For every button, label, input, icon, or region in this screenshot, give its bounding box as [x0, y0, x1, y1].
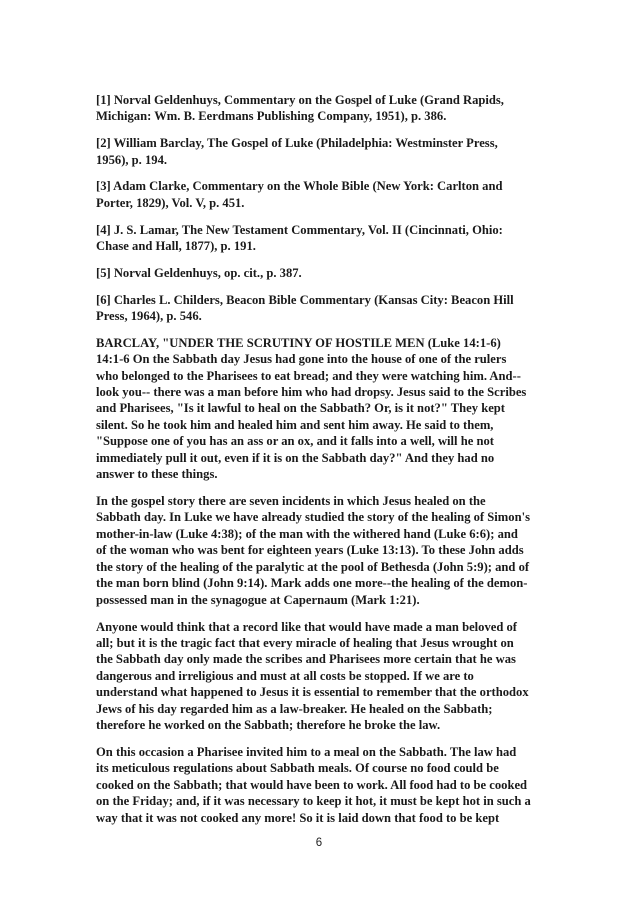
- text-line: BARCLAY, "UNDER THE SCRUTINY OF HOSTILE MEN (Luke 14:1-6): [96, 335, 501, 350]
- footnote-paragraph: [96, 178, 542, 211]
- text-line: [1] Norval Geldenhuys, Commentary on the Gospel of Luke (Grand Rapids,: [96, 93, 504, 107]
- text-line: all; but it is the tragic fact that every miracle of healing that Jesus wrought on: [96, 635, 514, 650]
- footnote-paragraph: [96, 222, 542, 255]
- text-line: [2] William Barclay, The Gospel of Luke (Philadelphia: Westminster Press,: [96, 136, 498, 151]
- text-line: Anyone would think that a record like that would have made a man beloved of: [96, 619, 517, 634]
- document-page: [96, 92, 542, 837]
- text-line: of the woman who was bent for eighteen years (Luke 13:13). To these John adds: [96, 543, 524, 558]
- text-line: Michigan: Wm. B. Eerdmans Publishing Company, 1951), p. 386.: [96, 109, 447, 124]
- text-line: the man born blind (John 9:14). Mark adds one more--the healing of the demon-: [96, 576, 528, 591]
- text-line: [3] Adam Clarke, Commentary on the Whole Bible (New York: Carlton and: [96, 179, 503, 194]
- text-line: In the gospel story there are seven incidents in which Jesus healed on the: [96, 494, 486, 509]
- text-line: [5] Norval Geldenhuys, op. cit., p. 387.: [96, 265, 302, 280]
- text-line: Chase and Hall, 1877), p. 191.: [96, 239, 256, 254]
- body-paragraph: [96, 744, 542, 826]
- text-line: look you-- there was a man before him who had dropsy. Jesus said to the Scribes: [96, 385, 527, 400]
- text-line: 1956), p. 194.: [96, 152, 168, 167]
- text-line: and Pharisees, "Is it lawful to heal on the Sabbath? Or, is it not?" They kept: [96, 401, 505, 416]
- footnote-paragraph: [96, 265, 542, 281]
- page-number: 6: [315, 837, 323, 849]
- text-line: [4] J. S. Lamar, The New Testament Commentary, Vol. II (Cincinnati, Ohio:: [96, 222, 503, 237]
- text-line: mother-in-law (Luke 4:38); of the man with the withered hand (Luke 6:6); and: [96, 526, 518, 541]
- text-line: who belonged to the Pharisees to eat bread; and they were watching him. And--: [96, 368, 521, 383]
- text-line: silent. So he took him and healed him and sent him away. He said to them,: [96, 417, 494, 432]
- text-line: [6] Charles L. Childers, Beacon Bible Commentary (Kansas City: Beacon Hill: [96, 292, 514, 307]
- text-line: answer to these things.: [96, 467, 218, 482]
- text-line: Jews of his day regarded him as a law-breaker. He healed on the Sabbath;: [96, 701, 493, 716]
- footnote-paragraph: [96, 135, 542, 168]
- text-line: On this occasion a Pharisee invited him to a meal on the Sabbath. The law had: [96, 744, 517, 759]
- text-line: Sabbath day. In Luke we have already studied the story of the healing of Simon's: [96, 510, 530, 525]
- text-line: dangerous and irreligious and must at all costs be stopped. If we are to: [96, 668, 474, 683]
- body-paragraph: [96, 335, 542, 483]
- text-line: Press, 1964), p. 546.: [96, 309, 202, 324]
- body-paragraph: [96, 493, 542, 608]
- text-line: on the Friday; and, if it was necessary to keep it hot, it must be kept hot in such a: [96, 794, 531, 809]
- text-line: possessed man in the synagogue at Capernaum (Mark 1:21).: [96, 592, 420, 607]
- text-line: "Suppose one of you has an ass or an ox, and it falls into a well, will he not: [96, 434, 494, 449]
- footnote-paragraph: [96, 292, 542, 325]
- text-line: the story of the healing of the paralytic at the pool of Bethesda (John 5:9); and of: [96, 559, 530, 574]
- text-line: therefore he worked on the Sabbath; therefore he broke the law.: [96, 717, 441, 732]
- text-line: its meticulous regulations about Sabbath meals. Of course no food could be: [96, 761, 499, 776]
- body-paragraph: [96, 619, 542, 734]
- text-line: the Sabbath day only made the scribes and Pharisees more certain that he was: [96, 652, 516, 667]
- text-line: understand what happened to Jesus it is essential to remember that the orthodox: [96, 685, 529, 700]
- text-line: cooked on the Sabbath; that would have been to work. All food had to be cooked: [96, 777, 528, 792]
- text-line: Porter, 1829), Vol. V, p. 451.: [96, 195, 245, 210]
- text-line: way that it was not cooked any more! So it is laid down that food to be kept: [96, 810, 500, 825]
- footnote-paragraph: [96, 92, 542, 125]
- text-line: 14:1-6 On the Sabbath day Jesus had gone into the house of one of the rulers: [96, 352, 507, 367]
- text-line: immediately pull it out, even if it is on the Sabbath day?" And they had no: [96, 450, 495, 465]
